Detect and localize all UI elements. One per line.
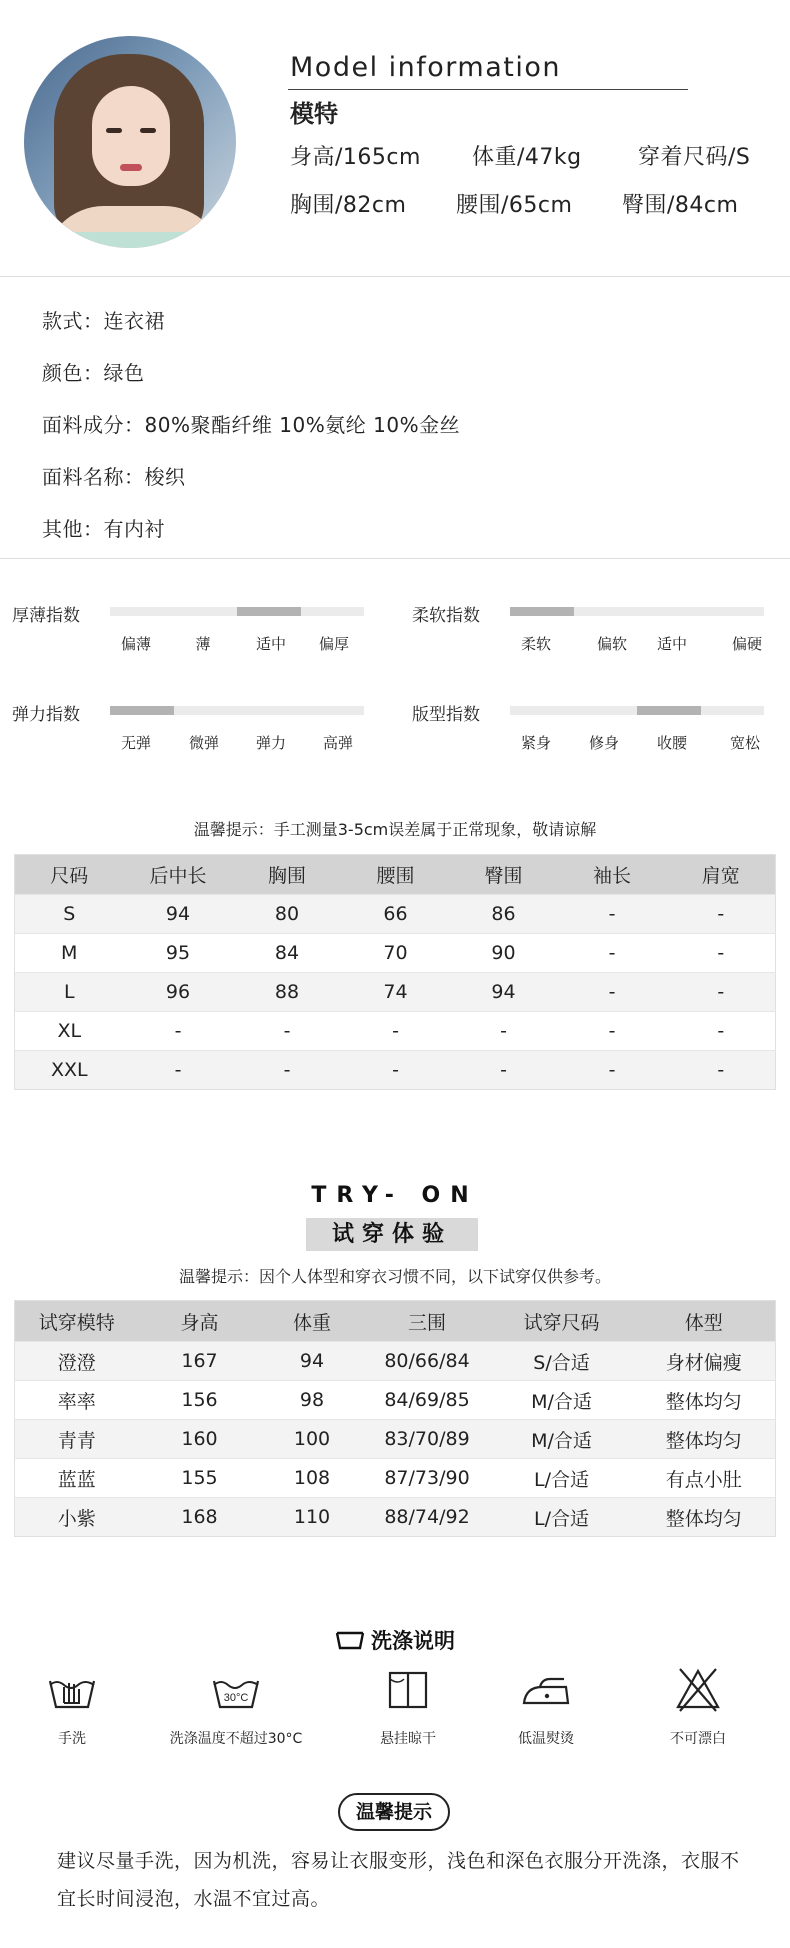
thickness-index-fill [237,607,301,616]
tryon-table-cell: 156 [139,1381,261,1420]
size-table-cell: - [667,934,776,973]
tryon-table-cell: 澄澄 [15,1342,139,1381]
divider [0,276,790,277]
wash-label: 低温熨烫 [518,1731,574,1747]
size-table-cell: - [342,1051,450,1090]
size-table-cell: - [124,1051,233,1090]
tryon-table-header-cell: 体型 [633,1301,776,1342]
model-weight: 体重/47kg [472,145,582,170]
spec-color: 颜色：绿色 [42,361,145,385]
size-table-cell: 70 [342,934,450,973]
elasticity-option: 微弹 [188,734,220,752]
size-table-tip: 温馨提示：手工测量3-5cm误差属于正常现象，敬请谅解 [193,820,597,839]
size-table-cell: 94 [124,895,233,934]
no-bleach-icon [668,1665,728,1715]
tryon-table-header-row [15,1301,776,1342]
elasticity-option: 弹力 [255,734,287,752]
wash-label: 悬挂晾干 [380,1731,436,1747]
tryon-table-cell: 有点小肚 [633,1459,776,1498]
size-table-cell: M [15,934,124,973]
spec-other: 其他：有内衬 [42,517,165,541]
size-table-cell: - [558,973,667,1012]
tryon-tip: 温馨提示：因个人体型和穿衣习惯不同，以下试穿仅供参考。 [178,1267,611,1286]
tryon-table-cell: 98 [261,1381,364,1420]
model-avatar [24,36,236,248]
tryon-table-row [15,1381,776,1420]
size-table-header-cell: 肩宽 [667,855,776,895]
fit-option: 紧身 [520,734,552,752]
size-table-header-row [15,855,776,895]
low-iron-icon [516,1665,576,1715]
tryon-table-row [15,1498,776,1537]
tryon-table-cell: 蓝蓝 [15,1459,139,1498]
fit-option: 宽松 [729,734,761,752]
tryon-table-cell: 青青 [15,1420,139,1459]
size-table-cell: - [233,1012,342,1051]
tryon-table-cell: L/合适 [491,1498,633,1537]
tryon-table-row [15,1342,776,1381]
size-table-cell: 74 [342,973,450,1012]
tryon-table-cell: 88/74/92 [364,1498,491,1537]
tryon-table-cell: S/合适 [491,1342,633,1381]
size-table-cell: XL [15,1012,124,1051]
wash-30-icon-text: 30°C [223,1692,249,1704]
size-table-cell: 80 [233,895,342,934]
model-hip: 臀围/84cm [622,193,739,218]
size-table-cell: - [667,895,776,934]
hang-dry-icon [378,1665,438,1715]
tryon-table-cell: M/合适 [491,1420,633,1459]
size-table-row [15,895,776,934]
tryon-table [14,1300,776,1537]
tryon-table-cell: 80/66/84 [364,1342,491,1381]
tryon-title: TRY- ON [311,1183,479,1208]
tryon-table-cell: 84/69/85 [364,1381,491,1420]
tryon-table-cell: 100 [261,1420,364,1459]
size-table-cell: - [450,1051,558,1090]
tryon-table-header-cell: 三围 [364,1301,491,1342]
softness-index-label: 柔软指数 [412,606,480,626]
divider [0,558,790,559]
size-table-cell: 90 [450,934,558,973]
softness-option: 柔软 [520,635,552,653]
size-table-header-cell: 胸围 [233,855,342,895]
tryon-table-cell: L/合适 [491,1459,633,1498]
size-table-header-cell: 尺码 [15,855,124,895]
size-table-cell: - [342,1012,450,1051]
tryon-table-cell: 155 [139,1459,261,1498]
size-table-cell: - [124,1012,233,1051]
tryon-table-cell: 小紫 [15,1498,139,1537]
tryon-table-header-cell: 试穿模特 [15,1301,139,1342]
elasticity-option: 高弹 [322,734,354,752]
elasticity-index-label: 弹力指数 [12,705,80,725]
model-info-title: Model information [290,52,561,83]
tryon-table-header-cell: 体重 [261,1301,364,1342]
size-table-cell: - [667,1012,776,1051]
size-table-row [15,973,776,1012]
model-waist: 腰围/65cm [456,193,573,218]
size-table-cell: - [558,1051,667,1090]
softness-option: 偏硬 [731,635,763,653]
tryon-table-row [15,1420,776,1459]
size-table-cell: 94 [450,973,558,1012]
tryon-table-cell: 整体均匀 [633,1420,776,1459]
notice-text: 建议尽量手洗，因为机洗，容易让衣服变形，浅色和深色衣服分开洗涤，衣服不宜长时间浸泡，水温不宜过高。 [57,1850,740,1910]
fit-option: 收腰 [656,734,688,752]
tryon-table-cell: 整体均匀 [633,1381,776,1420]
thickness-option: 适中 [255,635,287,653]
tryon-table-header-cell: 身高 [139,1301,261,1342]
thickness-option: 偏薄 [120,635,152,653]
wash-30-icon [206,1665,266,1715]
tryon-table-row [15,1459,776,1498]
wash-label: 不可漂白 [670,1731,726,1747]
thickness-option: 偏厚 [318,635,350,653]
softness-index-bar [510,607,764,616]
thickness-option: 薄 [195,635,211,653]
fit-index-bar [510,706,764,715]
size-table-cell: 84 [233,934,342,973]
size-table-header-cell: 腰围 [342,855,450,895]
tryon-subtitle: 试穿体验 [306,1218,478,1251]
tryon-table-cell: 160 [139,1420,261,1459]
size-table-cell: S [15,895,124,934]
size-table-cell: XXL [15,1051,124,1090]
tryon-table-cell: 83/70/89 [364,1420,491,1459]
size-table-cell: 96 [124,973,233,1012]
tryon-table-cell: 94 [261,1342,364,1381]
size-table-cell: - [558,934,667,973]
size-table-cell: L [15,973,124,1012]
size-table [14,854,776,1090]
elasticity-index-bar [110,706,364,715]
model-height: 身高/165cm [290,145,421,170]
thickness-index-label: 厚薄指数 [12,606,80,626]
size-table-cell: - [667,973,776,1012]
wash-label: 洗涤温度不超过30°C [169,1731,303,1747]
size-table-row [15,1051,776,1090]
size-table-cell: - [558,1012,667,1051]
notice-title: 温馨提示 [338,1793,450,1831]
size-table-cell: - [233,1051,342,1090]
tryon-table-cell: 身材偏瘦 [633,1342,776,1381]
size-table-cell: 66 [342,895,450,934]
softness-index-fill [510,607,574,616]
model-size: 穿着尺码/S [638,145,751,170]
size-table-header-cell: 袖长 [558,855,667,895]
size-table-cell: - [450,1012,558,1051]
spec-style: 款式：连衣裙 [42,309,165,333]
tryon-table-cell: 110 [261,1498,364,1537]
softness-option: 偏软 [596,635,628,653]
size-table-header-cell: 臀围 [450,855,558,895]
basin-icon [335,1629,365,1651]
elasticity-index-fill [110,706,174,715]
model-bust: 胸围/82cm [290,193,407,218]
size-table-cell: 95 [124,934,233,973]
washing-title [0,1625,790,1655]
tryon-table-cell: 整体均匀 [633,1498,776,1537]
wash-label: 手洗 [58,1731,86,1747]
tryon-table-header-cell: 试穿尺码 [491,1301,633,1342]
tryon-table-cell: 168 [139,1498,261,1537]
size-table-cell: 86 [450,895,558,934]
fit-index-fill [637,706,701,715]
hand-wash-icon [42,1665,102,1715]
tryon-table-cell: 108 [261,1459,364,1498]
model-title-underline [288,89,688,90]
fit-option: 修身 [588,734,620,752]
washing-title-text: 洗涤说明 [371,1629,455,1653]
thickness-index-bar [110,607,364,616]
size-table-row [15,1012,776,1051]
spec-fabric-name: 面料名称：梭织 [42,465,186,489]
tryon-table-cell: 87/73/90 [364,1459,491,1498]
size-table-header-cell: 后中长 [124,855,233,895]
tryon-table-cell: 167 [139,1342,261,1381]
size-table-row [15,934,776,973]
size-table-cell: - [558,895,667,934]
tryon-table-cell: 率率 [15,1381,139,1420]
size-table-cell: 88 [233,973,342,1012]
model-info-section [0,0,790,276]
elasticity-option: 无弹 [120,734,152,752]
tryon-table-cell: M/合适 [491,1381,633,1420]
spec-composition: 面料成分：80%聚酯纤维 10%氨纶 10%金丝 [42,413,461,437]
size-table-cell: - [667,1051,776,1090]
fit-index-label: 版型指数 [412,705,480,725]
model-info-subtitle: 模特 [290,100,338,128]
softness-option: 适中 [656,635,688,653]
